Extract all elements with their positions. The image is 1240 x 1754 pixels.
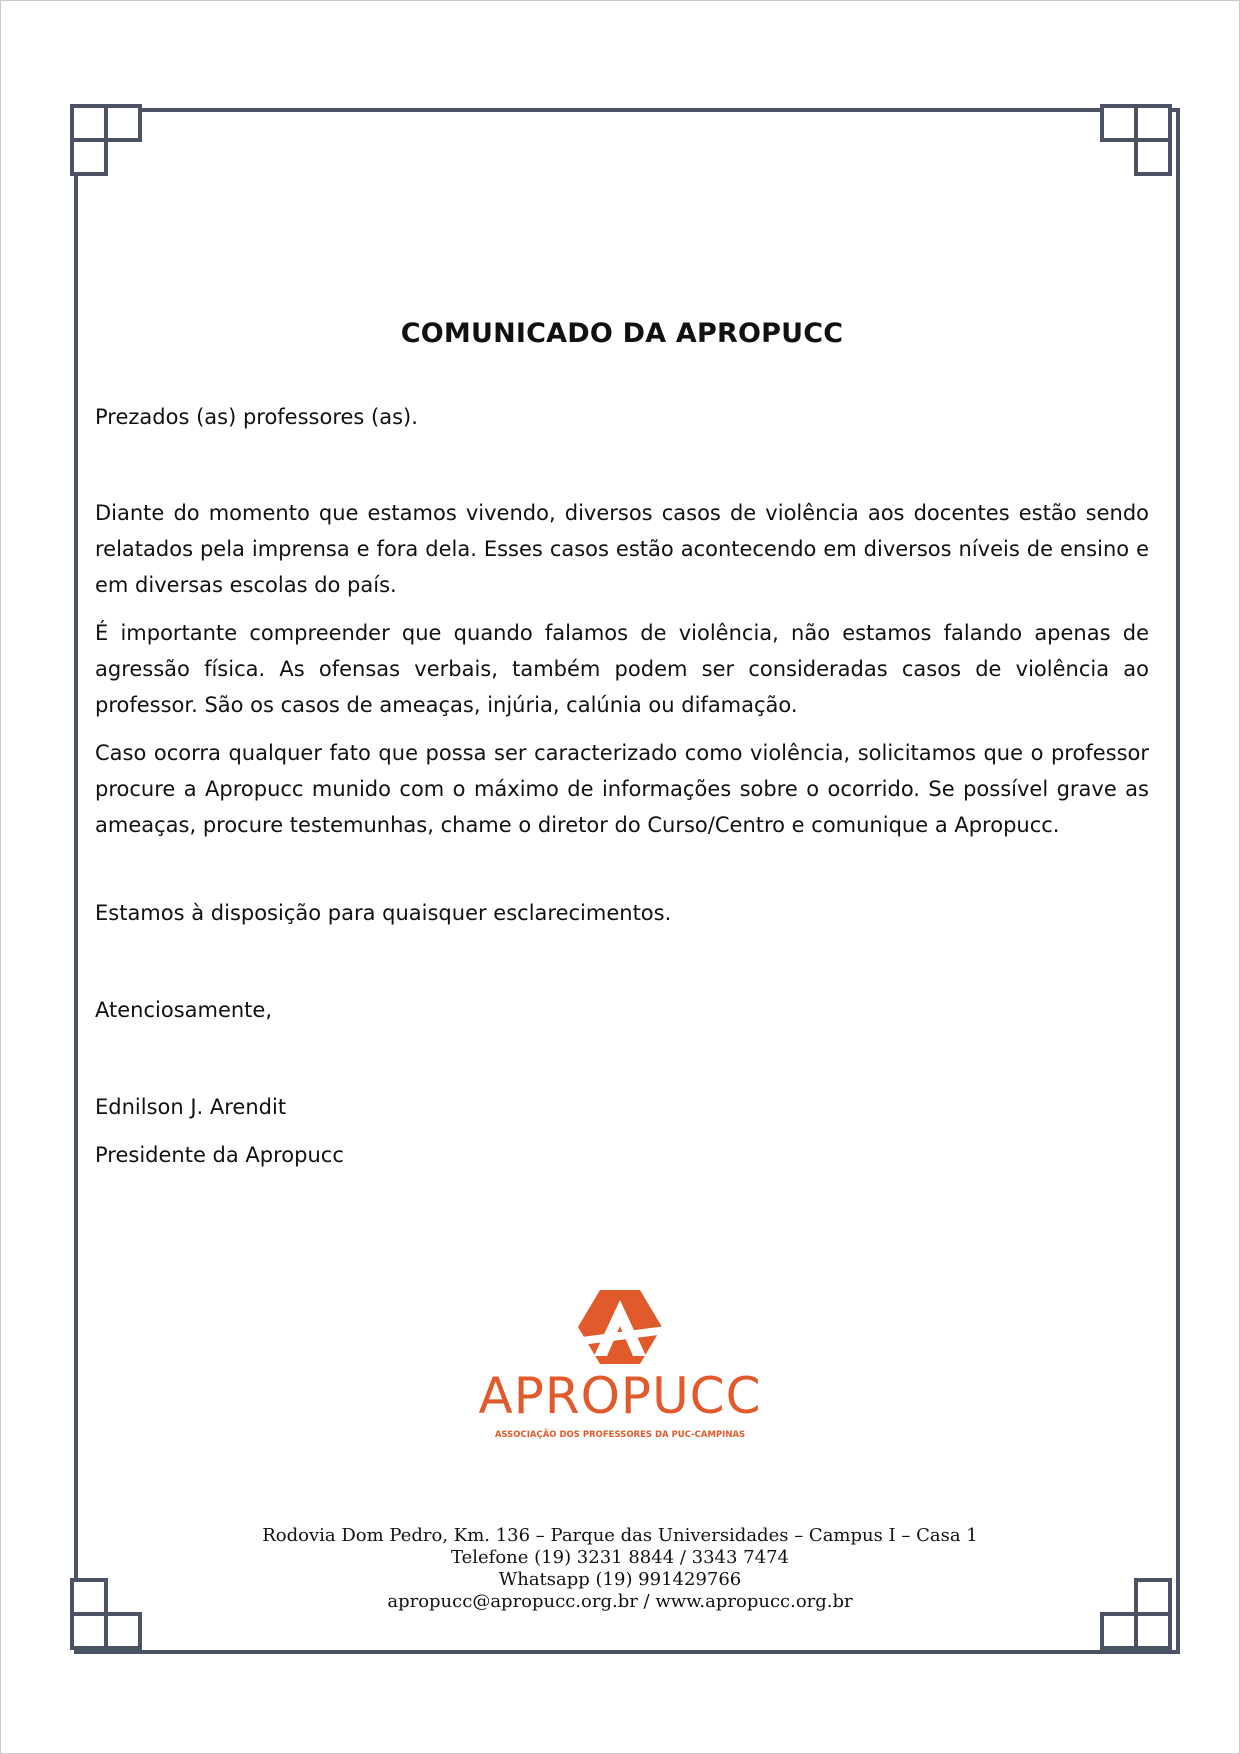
footer-address: Rodovia Dom Pedro, Km. 136 – Parque das Universidades – Campus I – Casa 1 (262, 1525, 978, 1546)
footer-phone: Telefone (19) 3231 8844 / 3343 7474 (451, 1547, 789, 1568)
corner-ornament-top-left (70, 104, 142, 176)
corner-ornament-top-right (1100, 104, 1172, 176)
document-title: COMUNICADO DA APROPUCC (400, 318, 844, 349)
regards: Atenciosamente, (95, 998, 273, 1022)
paragraph-3: Caso ocorra qualquer fato que possa ser caracterizado como violência, solicitamos que o professor procure a Apropucc munido com o máximo de informações sobre o ocorrido. Se possível grave as ameaças, procure testemunhas, chame o diretor do Curso/Centro e comunique a Apropucc. (95, 741, 1149, 837)
footer-contact-links: apropucc@apropucc.org.br / www.apropucc.org.br (387, 1591, 853, 1612)
closing-line: Estamos à disposição para quaisquer esclarecimentos. (95, 901, 672, 925)
apropucc-logo (470, 1286, 770, 1446)
paragraph-2: É importante compreender que quando falamos de violência, não estamos falando apenas de agressão física. As ofensas verbais, também podem ser consideradas casos de violência ao professor. São os casos de ameaças, injúria, calúnia ou difamação. (95, 621, 1149, 717)
signer-name: Ednilson J. Arendit (95, 1095, 287, 1119)
footer-whatsapp: Whatsapp (19) 991429766 (498, 1569, 742, 1590)
brand-tagline: ASSOCIAÇÃO DOS PROFESSORES DA PUC-CAMPINAS (494, 1430, 746, 1440)
paragraph-1: Diante do momento que estamos vivendo, diversos casos de violência aos docentes estão sendo relatados pela imprensa e fora dela. Esses casos estão acontecendo em diversos níveis de ensino e em diversas escolas do país. (95, 501, 1149, 597)
footer-contact (200, 1525, 1040, 1613)
brand-name: APROPUCC (478, 1367, 762, 1425)
letter-body (95, 318, 1149, 1173)
corner-ornament-bottom-left (70, 1578, 142, 1650)
greeting: Prezados (as) professores (as). (95, 405, 418, 429)
corner-ornament-bottom-right (1100, 1578, 1172, 1650)
signer-role: Presidente da Apropucc (95, 1143, 344, 1167)
apropucc-logo-icon (570, 1286, 670, 1368)
